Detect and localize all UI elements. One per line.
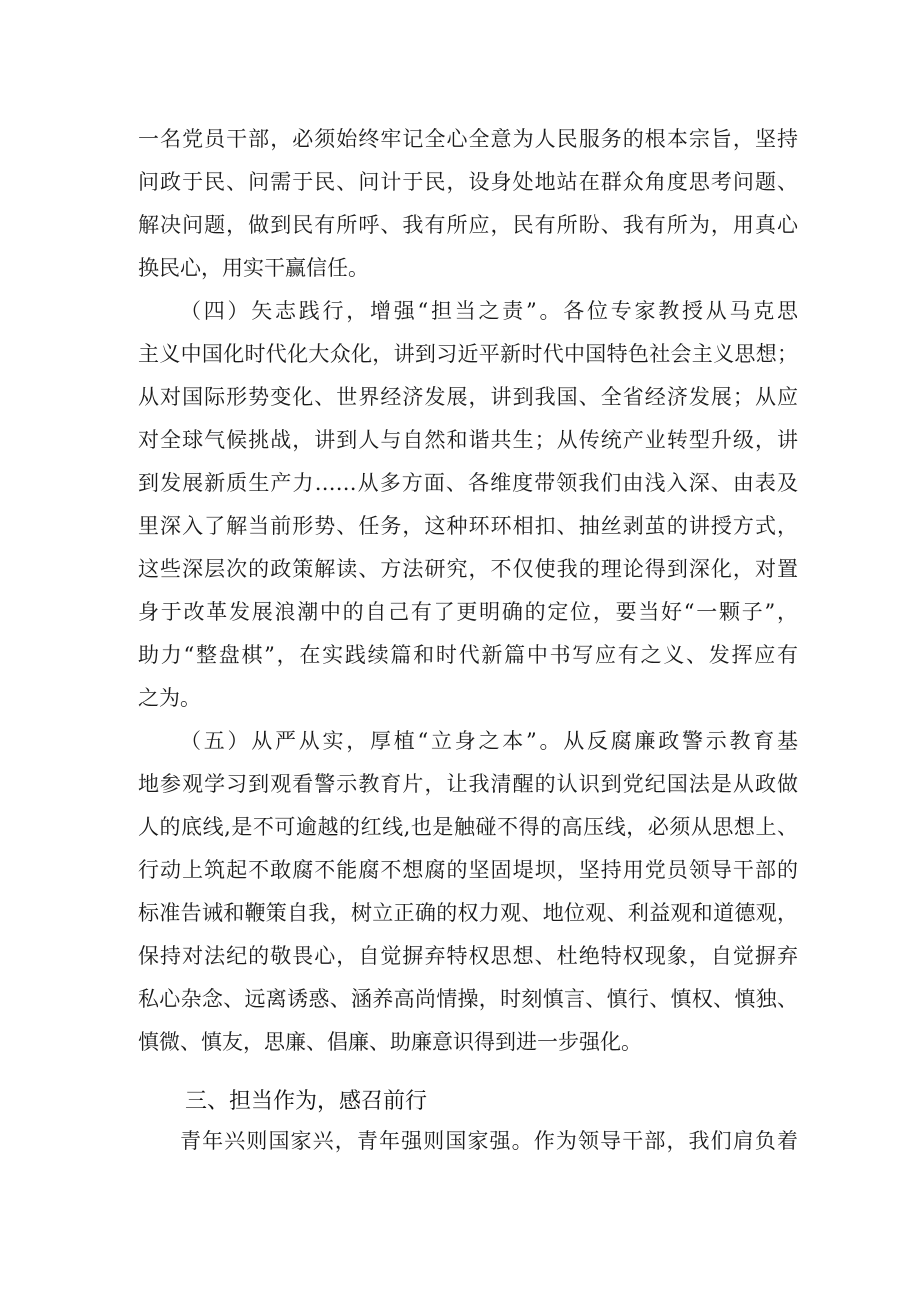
text-line: 慎微、慎友，思廉、倡廉、助廉意识得到进一步强化。 bbox=[138, 1030, 642, 1054]
paragraph-section-3-intro bbox=[138, 1120, 798, 1163]
section-heading: 三、担当作为，感召前行 bbox=[185, 1089, 428, 1114]
text-line: 人的底线,是不可逾越的红线,也是触碰不得的高压线，必须从思想上、 bbox=[138, 815, 798, 839]
text-line: （五）从严从实，厚植“立身之本”。从反腐廉政警示教育基 bbox=[180, 729, 798, 753]
text-line: 一名党员干部，必须始终牢记全心全意为人民服务的根本宗旨，坚持 bbox=[138, 127, 798, 151]
text-line: 到发展新质生产力……从多方面、各维度带领我们由浅入深、由表及 bbox=[138, 471, 798, 495]
text-line: 标准告诫和鞭策自我，树立正确的权力观、地位观、利益观和道德观， bbox=[138, 901, 798, 925]
paragraph-section-4 bbox=[138, 290, 798, 720]
text-line: 身于改革发展浪潮中的自己有了更明确的定位，要当好“一颗子”， bbox=[138, 600, 798, 624]
paragraph-section-5 bbox=[138, 720, 798, 1064]
text-line: 问政于民、问需于民、问计于民，设身处地站在群众角度思考问题、 bbox=[138, 170, 798, 194]
text-line: 换民心，用实干赢信任。 bbox=[138, 256, 369, 280]
text-line: 地参观学习到观看警示教育片，让我清醒的认识到党纪国法是从政做 bbox=[138, 772, 798, 796]
text-line: 这些深层次的政策解读、方法研究，不仅使我的理论得到深化，对置 bbox=[138, 557, 798, 581]
text-line: 保持对法纪的敬畏心，自觉摒弃特权思想、杜绝特权现象，自觉摒弃 bbox=[138, 944, 798, 968]
text-line: 青年兴则国家兴，青年强则国家强。作为领导干部，我们肩负着 bbox=[180, 1129, 798, 1153]
text-line: 从对国际形势变化、世界经济发展，讲到我国、全省经济发展；从应 bbox=[138, 385, 798, 409]
text-line: （四）矢志践行，增强“担当之责”。各位专家教授从马克思 bbox=[180, 299, 798, 323]
text-line: 主义中国化时代化大众化，讲到习近平新时代中国特色社会主义思想； bbox=[138, 342, 798, 366]
text-line: 行动上筑起不敢腐不能腐不想腐的坚固堤坝，坚持用党员领导干部的 bbox=[138, 858, 798, 882]
text-line: 私心杂念、远离诱惑、涵养高尚情操，时刻慎言、慎行、慎权、慎独、 bbox=[138, 987, 798, 1011]
paragraph-continuation bbox=[138, 118, 798, 290]
text-line: 里深入了解当前形势、任务，这种环环相扣、抽丝剥茧的讲授方式， bbox=[138, 514, 798, 538]
text-line: 解决问题，做到民有所呼、我有所应，民有所盼、我有所为，用真心 bbox=[138, 213, 798, 237]
text-line: 助力“整盘棋”，在实践续篇和时代新篇中书写应有之义、发挥应有 bbox=[138, 643, 798, 667]
text-line: 对全球气候挑战，讲到人与自然和谐共生；从传统产业转型升级，讲 bbox=[138, 428, 798, 452]
text-line: 之为。 bbox=[138, 686, 201, 710]
